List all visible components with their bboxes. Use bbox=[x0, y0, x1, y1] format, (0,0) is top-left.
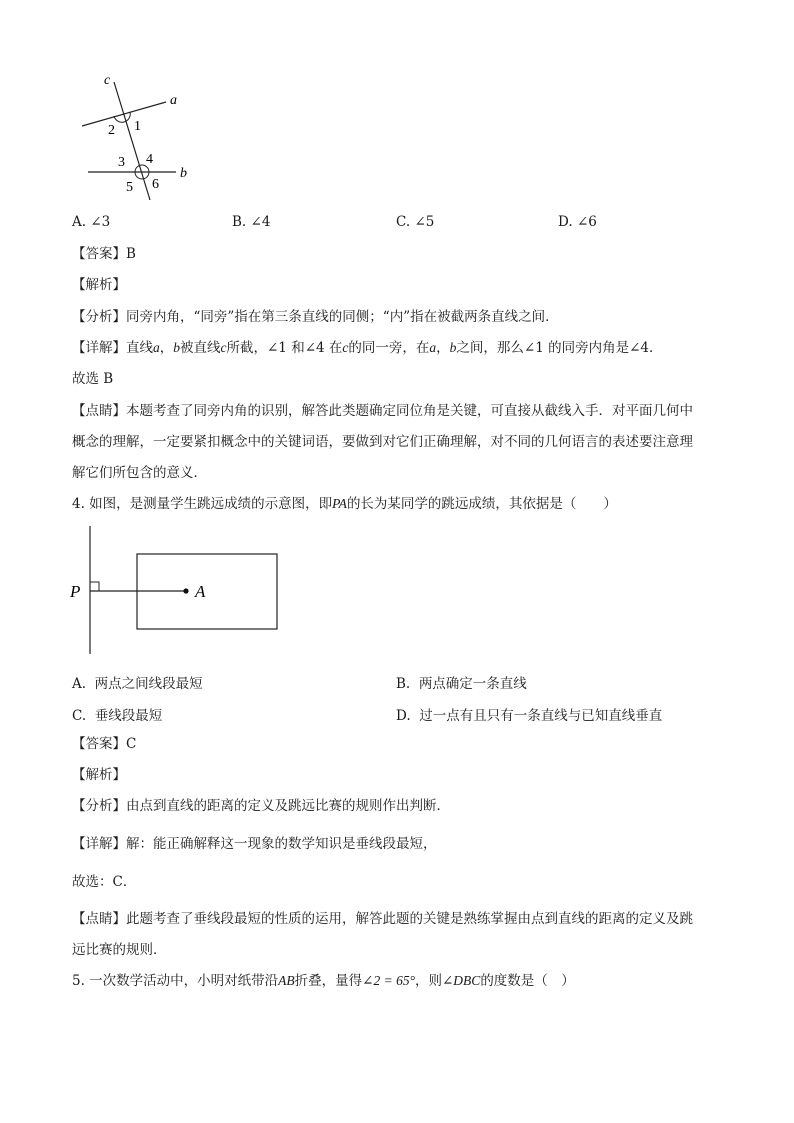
angle-label-2: 2 bbox=[108, 123, 115, 138]
angle-arc-1-2 bbox=[114, 112, 130, 122]
long-jump-figure bbox=[66, 524, 286, 660]
q3-choose: 故选 B bbox=[72, 371, 114, 387]
q3-answer: 【答案】B bbox=[72, 246, 136, 262]
q3-option-a: A. ∠3 bbox=[72, 214, 111, 230]
label-p: P bbox=[70, 582, 81, 601]
q3-dianjing-3: 解它们所包含的意义． bbox=[72, 465, 207, 481]
angle-label-3: 3 bbox=[118, 155, 125, 170]
q4-dianjing-1: 【点睛】此题考查了垂线段最短的性质的运用，解答此题的关键是熟练掌握由点到直线的距离的定义及跳 bbox=[72, 911, 693, 927]
q4-option-c: C. 垂线段最短 bbox=[72, 708, 163, 724]
q4-dianjing-2: 远比赛的规则． bbox=[72, 942, 167, 958]
q4-option-a: A. 两点之间线段最短 bbox=[72, 676, 203, 692]
q3-dianjing-2: 概念的理解，一定要紧扣概念中的关键词语，要做到对它们正确理解，对不同的几何语言的表述要注意理 bbox=[72, 434, 693, 450]
q3-fenxi: 【分析】同旁内角，“同旁”指在第三条直线的同侧；“内”指在被截两条直线之间． bbox=[72, 309, 559, 325]
q3-option-d: D. ∠6 bbox=[558, 214, 597, 230]
label-a: A bbox=[195, 582, 206, 601]
q3-xiangjie: 【详解】直线a，b被直线c所截，∠1 和∠4 在c的同一旁，在a，b之间，那么∠1 的同旁内角是∠4． bbox=[72, 340, 663, 356]
angle-label-5: 5 bbox=[126, 180, 133, 195]
parallel-lines-figure bbox=[70, 70, 210, 210]
q4-choose: 故选：C． bbox=[72, 874, 137, 890]
q4-option-d: D. 过一点有且只有一条直线与已知直线垂直 bbox=[396, 708, 663, 724]
q4-jiexi: 【解析】 bbox=[72, 767, 126, 783]
angle-label-1: 1 bbox=[134, 119, 141, 134]
label-b: b bbox=[180, 166, 187, 181]
q4-option-b: B. 两点确定一条直线 bbox=[396, 676, 527, 692]
q3-jiexi: 【解析】 bbox=[72, 277, 126, 293]
q4-fenxi: 【分析】由点到直线的距离的定义及跳远比赛的规则作出判断． bbox=[72, 798, 450, 814]
q3-dianjing-1: 【点睛】本题考查了同旁内角的识别，解答此类题确定同位角是关键，可直接从截线入手．对平面几何中 bbox=[72, 403, 693, 419]
label-c: c bbox=[104, 73, 111, 88]
point-a bbox=[183, 588, 188, 593]
q4-xiangjie: 【详解】解：能正确解释这一现象的数学知识是垂线段最短， bbox=[72, 836, 437, 852]
q4-answer: 【答案】C bbox=[72, 736, 137, 752]
q4-stem: 4. 如图，是测量学生跳远成绩的示意图，即PA的长为某同学的跳远成绩，其依据是（ ） bbox=[72, 496, 617, 512]
right-angle-mark bbox=[90, 582, 99, 591]
angle-label-6: 6 bbox=[152, 177, 159, 192]
angle-label-4: 4 bbox=[146, 152, 153, 167]
q5-stem: 5. 一次数学活动中，小明对纸带沿AB折叠，量得∠2 = 65°，则∠DBC的度数是（ ） bbox=[72, 973, 575, 989]
label-a: a bbox=[170, 93, 177, 108]
q3-option-c: C. ∠5 bbox=[396, 214, 435, 230]
q3-option-b: B. ∠4 bbox=[232, 214, 271, 230]
